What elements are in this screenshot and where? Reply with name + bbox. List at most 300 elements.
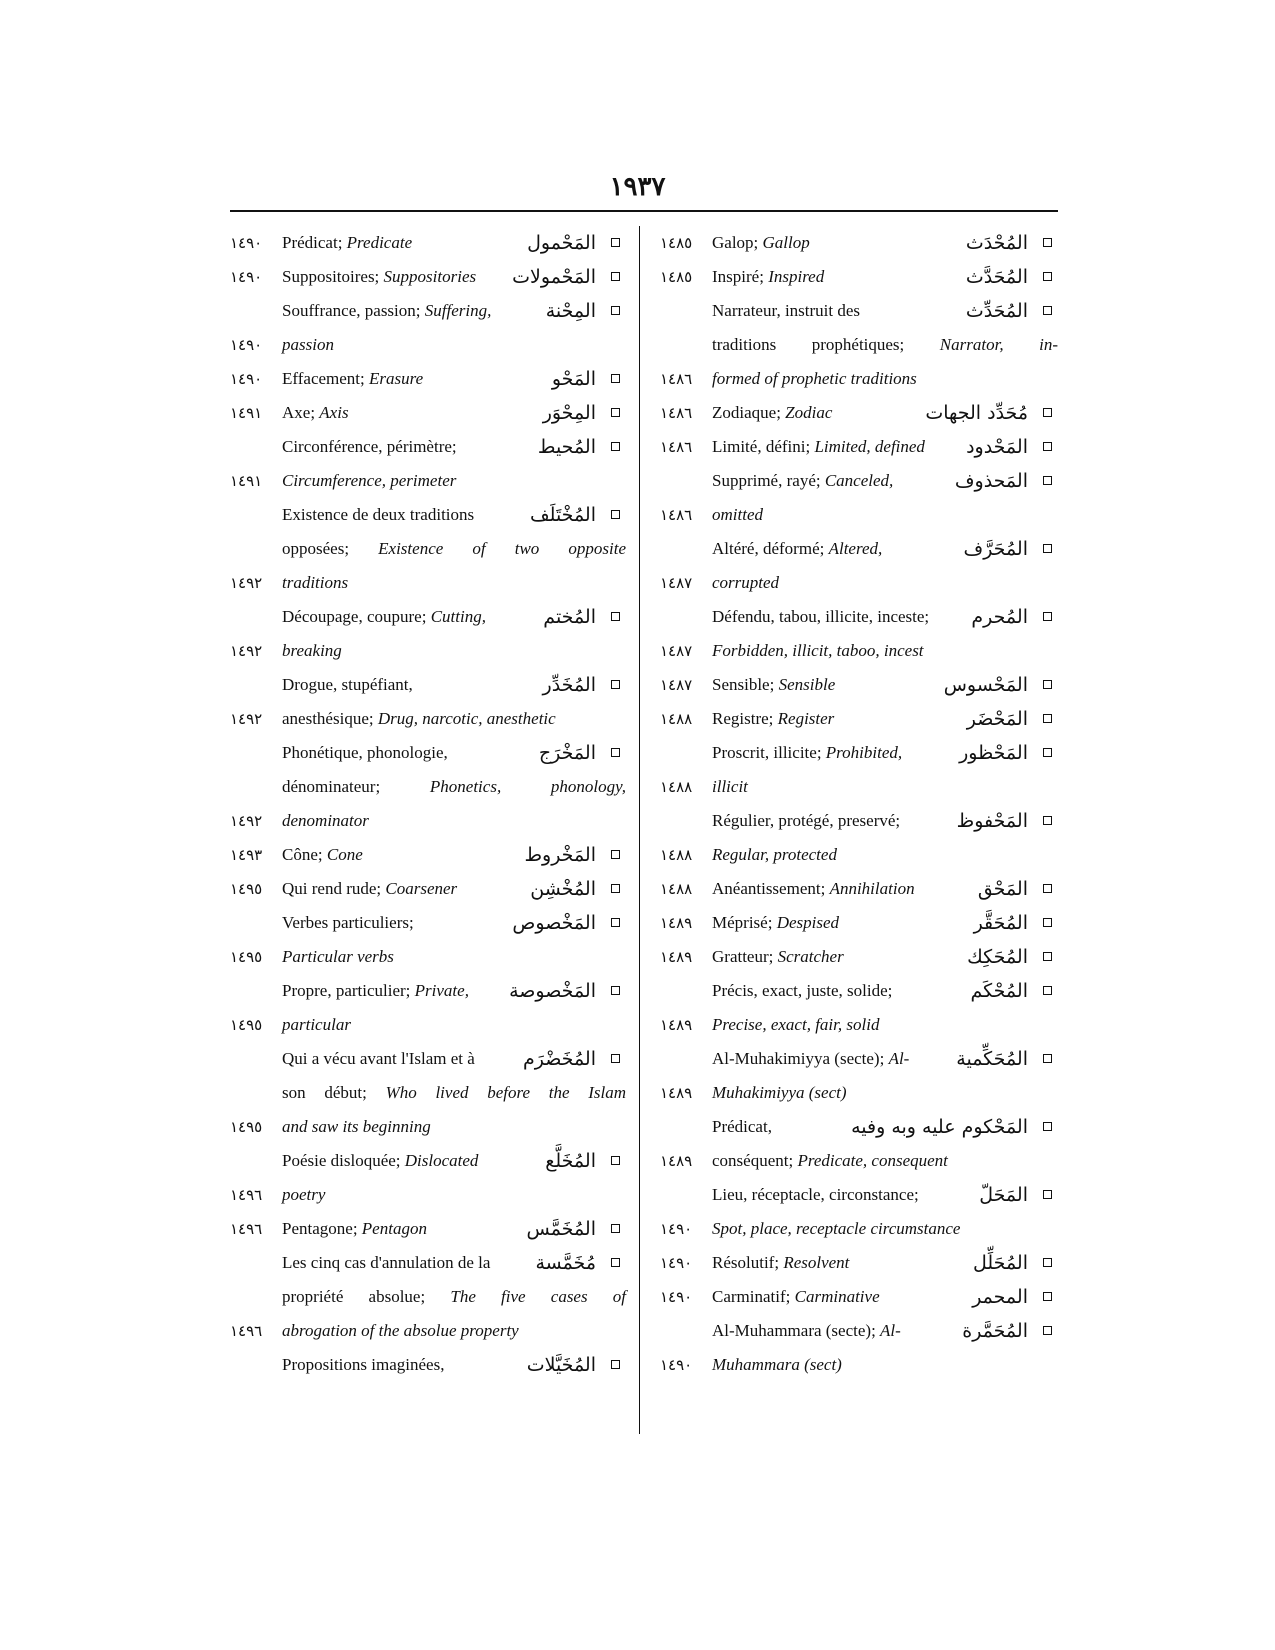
english-definition: Altered, xyxy=(828,539,883,558)
entry-bullet-icon xyxy=(1043,612,1052,621)
page-reference: ١٤٨٦ xyxy=(660,506,693,524)
english-definition: Suffering, xyxy=(424,301,492,320)
dictionary-row xyxy=(660,498,1058,532)
english-definition: corrupted xyxy=(712,573,780,592)
english-definition: Private, xyxy=(414,981,469,1000)
entry-bullet-icon xyxy=(611,442,620,451)
dictionary-row xyxy=(660,1110,1058,1144)
entry-bullet-icon xyxy=(1043,1122,1052,1131)
dictionary-row xyxy=(230,1178,626,1212)
french-definition: Sensible; xyxy=(712,675,779,694)
arabic-headword: المُحْدَث xyxy=(965,232,1028,254)
arabic-headword: المَحْمول xyxy=(527,232,596,254)
english-definition: Register xyxy=(777,709,835,728)
french-definition: Supprimé, rayé; xyxy=(712,471,825,490)
english-definition: Canceled, xyxy=(824,471,894,490)
definition-text xyxy=(712,634,1058,668)
dictionary-row xyxy=(660,464,1058,498)
page-reference: ١٤٨٨ xyxy=(660,880,693,898)
entry-bullet-icon xyxy=(1043,1258,1052,1267)
entry-bullet-icon xyxy=(1043,918,1052,927)
dictionary-row xyxy=(660,362,1058,396)
french-definition: Précis, exact, juste, solide; xyxy=(712,981,893,1000)
definition-text xyxy=(282,1178,626,1212)
page-reference: ١٤٨٦ xyxy=(660,404,693,422)
page-reference: ١٤٩٠ xyxy=(660,1356,693,1374)
dictionary-row xyxy=(230,294,626,328)
entry-bullet-icon xyxy=(611,884,620,893)
english-definition: particular xyxy=(282,1015,351,1034)
definition-text xyxy=(712,1212,1058,1246)
arabic-headword: المَحْدود xyxy=(966,436,1028,458)
french-definition: Galop; xyxy=(712,233,763,252)
page-reference: ١٤٩٦ xyxy=(230,1186,263,1204)
arabic-headword: المُحَرَّف xyxy=(963,538,1028,560)
arabic-headword: مُحَدِّد الجهات xyxy=(925,402,1028,424)
english-definition: Who lived before the Islam xyxy=(385,1083,627,1102)
entry-bullet-icon xyxy=(1043,884,1052,893)
french-definition: Poésie disloquée; xyxy=(282,1151,405,1170)
definition-text xyxy=(282,464,626,498)
definition-text xyxy=(712,566,1058,600)
column-divider xyxy=(639,226,640,1434)
dictionary-row xyxy=(660,600,1058,634)
french-definition: Limité, défini; xyxy=(712,437,815,456)
page-reference: ١٤٨٥ xyxy=(660,234,693,252)
dictionary-row xyxy=(660,1042,1058,1076)
dictionary-row xyxy=(230,668,626,702)
dictionary-row xyxy=(660,396,1058,430)
entry-bullet-icon xyxy=(611,306,620,315)
page-reference: ١٤٨٦ xyxy=(660,370,693,388)
entry-bullet-icon xyxy=(611,1054,620,1063)
dictionary-row xyxy=(230,770,626,804)
page-reference: ١٤٩٥ xyxy=(230,948,263,966)
dictionary-row xyxy=(230,600,626,634)
page-reference: ١٤٩٠ xyxy=(660,1254,693,1272)
page-reference: ١٤٨٧ xyxy=(660,642,693,660)
english-definition: formed of prophetic traditions xyxy=(712,369,917,388)
dictionary-row xyxy=(230,226,626,260)
page-reference: ١٤٩٥ xyxy=(230,1016,263,1034)
dictionary-row xyxy=(230,804,626,838)
entry-bullet-icon xyxy=(1043,1292,1052,1301)
arabic-headword: المُخَدِّر xyxy=(542,674,596,696)
french-definition: Al-Muhammara (secte); xyxy=(712,1321,881,1340)
definition-text xyxy=(712,1348,1058,1382)
dictionary-row xyxy=(230,1348,626,1382)
dictionary-row xyxy=(660,1314,1058,1348)
french-definition: Al-Muhakimiyya (secte); xyxy=(712,1049,889,1068)
entry-bullet-icon xyxy=(1043,1326,1052,1335)
english-definition: Carminative xyxy=(794,1287,880,1306)
english-definition: traditions xyxy=(282,573,349,592)
page-reference: ١٤٨٥ xyxy=(660,268,693,286)
arabic-headword: المِحْنة xyxy=(545,300,596,322)
page-reference: ١٤٩٥ xyxy=(230,1118,263,1136)
dictionary-row xyxy=(660,872,1058,906)
arabic-headword: مُخَمَّسة xyxy=(535,1252,596,1274)
french-definition: dénominateur; xyxy=(282,777,430,796)
page-reference: ١٤٩١ xyxy=(230,472,263,490)
english-definition: Precise, exact, fair, solid xyxy=(712,1015,880,1034)
french-definition: anesthésique; xyxy=(282,709,378,728)
dictionary-row xyxy=(230,1042,626,1076)
dictionary-row xyxy=(230,464,626,498)
arabic-headword: المَحْو xyxy=(551,368,596,390)
french-definition: Inspiré; xyxy=(712,267,769,286)
definition-text xyxy=(282,1076,626,1110)
arabic-headword: المُحَقَّر xyxy=(973,912,1028,934)
entry-bullet-icon xyxy=(1043,952,1052,961)
english-definition: Erasure xyxy=(369,369,424,388)
dictionary-row xyxy=(660,804,1058,838)
english-definition: Cone xyxy=(326,845,363,864)
entry-bullet-icon xyxy=(1043,238,1052,247)
definition-text xyxy=(712,1008,1058,1042)
english-definition: Circumference, perimeter xyxy=(282,471,457,490)
dictionary-row xyxy=(230,736,626,770)
arabic-headword: المُختم xyxy=(543,606,596,628)
page-reference: ١٤٨٧ xyxy=(660,574,693,592)
definition-text xyxy=(282,1314,626,1348)
page-reference: ١٤٨٧ xyxy=(660,676,693,694)
entry-bullet-icon xyxy=(611,612,620,621)
french-definition: Qui a vécu avant l'Islam et à xyxy=(282,1049,475,1068)
french-definition: propriété absolue; xyxy=(282,1287,451,1306)
entry-bullet-icon xyxy=(1043,442,1052,451)
entry-bullet-icon xyxy=(1043,544,1052,553)
dictionary-row xyxy=(660,226,1058,260)
french-definition: Régulier, protégé, preservé; xyxy=(712,811,901,830)
arabic-headword: المُخَلَّع xyxy=(545,1150,596,1172)
english-definition: Suppositories xyxy=(383,267,477,286)
dictionary-row xyxy=(230,396,626,430)
page-reference: ١٤٨٩ xyxy=(660,1152,693,1170)
dictionary-row xyxy=(230,1246,626,1280)
dictionary-row xyxy=(660,702,1058,736)
dictionary-row xyxy=(660,940,1058,974)
dictionary-row xyxy=(660,906,1058,940)
french-definition: Cône; xyxy=(282,845,327,864)
english-definition: and saw its beginning xyxy=(282,1117,431,1136)
arabic-headword: المُخَضْرَم xyxy=(522,1048,596,1070)
arabic-headword: المِحْوَر xyxy=(542,402,596,424)
entry-bullet-icon xyxy=(1043,272,1052,281)
arabic-headword: المُحْكَم xyxy=(970,980,1028,1002)
french-definition: Zodiaque; xyxy=(712,403,786,422)
page-reference: ١٤٨٩ xyxy=(660,1016,693,1034)
english-definition: Regular, protected xyxy=(712,845,837,864)
dictionary-row xyxy=(660,1178,1058,1212)
arabic-headword: المُحيط xyxy=(537,436,596,458)
page-reference: ١٤٩٦ xyxy=(230,1220,263,1238)
definition-text xyxy=(282,566,626,600)
french-definition: Pentagone; xyxy=(282,1219,362,1238)
arabic-headword: المحمر xyxy=(972,1286,1028,1308)
english-definition: Scratcher xyxy=(777,947,844,966)
entry-bullet-icon xyxy=(1043,816,1052,825)
english-definition: Muhakimiyya (sect) xyxy=(712,1083,847,1102)
arabic-headword: المُحَكِّمية xyxy=(956,1048,1028,1070)
french-definition: son début; xyxy=(282,1083,386,1102)
definition-text xyxy=(712,770,1058,804)
english-definition: The five cases of xyxy=(450,1287,626,1306)
french-definition: traditions prophétiques; xyxy=(712,335,940,354)
english-definition: Narrator, in- xyxy=(939,335,1058,354)
english-definition: Muhammara (sect) xyxy=(712,1355,842,1374)
dictionary-row xyxy=(660,294,1058,328)
arabic-headword: المُخَيَّلات xyxy=(526,1354,596,1376)
french-definition: Souffrance, passion; xyxy=(282,301,425,320)
left-column xyxy=(230,226,626,1382)
page-reference: ١٤٩٣ xyxy=(230,846,263,864)
english-definition: Drug, narcotic, anesthetic xyxy=(377,709,556,728)
arabic-headword: المَحْظور xyxy=(959,742,1028,764)
entry-bullet-icon xyxy=(611,1156,620,1165)
definition-text xyxy=(282,1008,626,1042)
definition-text xyxy=(282,770,626,804)
french-definition: Qui rend rude; xyxy=(282,879,386,898)
french-definition: Proscrit, illicite; xyxy=(712,743,826,762)
dictionary-row xyxy=(660,974,1058,1008)
english-definition: Forbidden, illicit, taboo, incest xyxy=(712,641,924,660)
english-definition: Inspired xyxy=(768,267,825,286)
page-reference: ١٤٨٦ xyxy=(660,438,693,456)
english-definition: Prohibited, xyxy=(825,743,903,762)
dictionary-row xyxy=(230,1076,626,1110)
dictionary-row xyxy=(230,702,626,736)
english-definition: Gallop xyxy=(762,233,810,252)
english-definition: Spot, place, receptacle circumstance xyxy=(712,1219,961,1238)
english-definition: Coarsener xyxy=(385,879,458,898)
english-definition: Resolvent xyxy=(783,1253,850,1272)
page-reference: ١٤٩٠ xyxy=(660,1220,693,1238)
french-definition: Narrateur, instruit des xyxy=(712,301,861,320)
dictionary-row xyxy=(230,1314,626,1348)
dictionary-row xyxy=(660,736,1058,770)
french-definition: opposées; xyxy=(282,539,379,558)
page-reference: ١٤٩٠ xyxy=(230,336,263,354)
right-column xyxy=(660,226,1058,1382)
english-definition: breaking xyxy=(282,641,342,660)
definition-text xyxy=(282,702,626,736)
page-reference: ١٤٩٠ xyxy=(660,1288,693,1306)
page-reference: ١٤٩٢ xyxy=(230,574,263,592)
french-definition: Prédicat, xyxy=(712,1117,772,1136)
french-definition: Prédicat; xyxy=(282,233,347,252)
dictionary-row xyxy=(660,1212,1058,1246)
definition-text xyxy=(282,940,626,974)
arabic-headword: المُحَمَّرة xyxy=(962,1320,1028,1342)
dictionary-row xyxy=(230,940,626,974)
arabic-headword: المُخْتَلَف xyxy=(529,504,596,526)
english-definition: Al- xyxy=(888,1049,910,1068)
arabic-headword: المُحَكِك xyxy=(967,946,1028,968)
english-definition: illicit xyxy=(712,777,748,796)
definition-text xyxy=(282,804,626,838)
arabic-headword: المَخْصوص xyxy=(512,912,596,934)
dictionary-row xyxy=(660,430,1058,464)
dictionary-row xyxy=(660,1144,1058,1178)
page-reference: ١٤٨٨ xyxy=(660,846,693,864)
dictionary-row xyxy=(660,260,1058,294)
french-definition: Découpage, coupure; xyxy=(282,607,431,626)
dictionary-row xyxy=(660,668,1058,702)
definition-text xyxy=(712,362,1058,396)
arabic-headword: المَحْكوم عليه وبه وفيه xyxy=(851,1116,1028,1138)
dictionary-row xyxy=(230,1280,626,1314)
dictionary-row xyxy=(230,566,626,600)
french-definition: Gratteur; xyxy=(712,947,778,966)
entry-bullet-icon xyxy=(1043,476,1052,485)
dictionary-row xyxy=(660,1246,1058,1280)
page-reference: ١٤٨٩ xyxy=(660,1084,693,1102)
french-definition: Axe; xyxy=(282,403,320,422)
dictionary-row xyxy=(230,362,626,396)
entry-bullet-icon xyxy=(1043,1054,1052,1063)
entry-bullet-icon xyxy=(1043,306,1052,315)
entry-bullet-icon xyxy=(611,1224,620,1233)
entry-bullet-icon xyxy=(611,272,620,281)
arabic-headword: المُحرم xyxy=(971,606,1028,628)
arabic-headword: المَحْق xyxy=(977,878,1028,900)
french-definition: Défendu, tabou, illicite, inceste; xyxy=(712,607,930,626)
dictionary-row xyxy=(660,532,1058,566)
french-definition: Effacement; xyxy=(282,369,370,388)
arabic-headword: المَحْفوظ xyxy=(956,810,1028,832)
dictionary-row xyxy=(660,770,1058,804)
arabic-headword: المُحَدَّث xyxy=(965,266,1028,288)
entry-bullet-icon xyxy=(611,510,620,519)
english-definition: Phonetics, phonology, xyxy=(429,777,626,796)
page-reference: ١٤٩٥ xyxy=(230,880,263,898)
dictionary-row xyxy=(230,1110,626,1144)
definition-text xyxy=(712,838,1058,872)
dictionary-row xyxy=(230,1144,626,1178)
french-definition: Drogue, stupéfiant, xyxy=(282,675,413,694)
definition-text xyxy=(712,498,1058,532)
english-definition: Particular verbs xyxy=(282,947,394,966)
arabic-headword: المُحَدِّث xyxy=(965,300,1028,322)
dictionary-row xyxy=(230,872,626,906)
dictionary-row xyxy=(230,498,626,532)
english-definition: omitted xyxy=(712,505,763,524)
french-definition: Carminatif; xyxy=(712,1287,795,1306)
entry-bullet-icon xyxy=(611,986,620,995)
page-reference: ١٤٩٠ xyxy=(230,268,263,286)
english-definition: Limited, defined xyxy=(814,437,925,456)
english-definition: Existence of two opposite xyxy=(378,539,626,558)
dictionary-row xyxy=(230,974,626,1008)
dictionary-row xyxy=(660,1348,1058,1382)
arabic-headword: المَحذوف xyxy=(954,470,1028,492)
page-reference: ١٤٩١ xyxy=(230,404,263,422)
english-definition: passion xyxy=(282,335,334,354)
french-definition: Verbes particuliers; xyxy=(282,913,414,932)
dictionary-row xyxy=(230,1008,626,1042)
page-reference: ١٤٩٢ xyxy=(230,710,263,728)
entry-bullet-icon xyxy=(611,850,620,859)
french-definition: Méprisé; xyxy=(712,913,777,932)
french-definition: Lieu, réceptacle, circonstance; xyxy=(712,1185,919,1204)
definition-text xyxy=(712,1076,1058,1110)
english-definition: poetry xyxy=(282,1185,326,1204)
definition-text xyxy=(282,1280,626,1314)
definition-text xyxy=(282,634,626,668)
dictionary-row xyxy=(230,532,626,566)
french-definition: conséquent; xyxy=(712,1151,798,1170)
entry-bullet-icon xyxy=(611,1258,620,1267)
entry-bullet-icon xyxy=(1043,408,1052,417)
entry-bullet-icon xyxy=(611,918,620,927)
french-definition: Phonétique, phonologie, xyxy=(282,743,448,762)
entry-bullet-icon xyxy=(611,748,620,757)
entry-bullet-icon xyxy=(1043,986,1052,995)
entry-bullet-icon xyxy=(1043,680,1052,689)
dictionary-row xyxy=(230,328,626,362)
english-definition: abrogation of the absolue property xyxy=(282,1321,519,1340)
english-definition: Al- xyxy=(880,1321,901,1340)
dictionary-row xyxy=(230,906,626,940)
french-definition: Suppositoires; xyxy=(282,267,384,286)
english-definition: Despised xyxy=(776,913,840,932)
dictionary-row xyxy=(660,328,1058,362)
dictionary-row xyxy=(660,1008,1058,1042)
arabic-headword: المَخْصوصة xyxy=(509,980,596,1002)
dictionary-row xyxy=(660,1280,1058,1314)
dictionary-row xyxy=(660,566,1058,600)
french-definition: Propre, particulier; xyxy=(282,981,415,1000)
page-reference: ١٤٨٩ xyxy=(660,914,693,932)
entry-bullet-icon xyxy=(611,408,620,417)
dictionary-row xyxy=(660,1076,1058,1110)
arabic-headword: المُخَمَّس xyxy=(526,1218,596,1240)
entry-bullet-icon xyxy=(1043,1190,1052,1199)
french-definition: Circonférence, périmètre; xyxy=(282,437,457,456)
entry-bullet-icon xyxy=(611,374,620,383)
definition-text xyxy=(712,328,1058,362)
arabic-headword: المَخْروط xyxy=(524,844,596,866)
page-reference: ١٤٩٠ xyxy=(230,234,263,252)
french-definition: Registre; xyxy=(712,709,778,728)
english-definition: Annihilation xyxy=(829,879,915,898)
english-definition: Cutting, xyxy=(430,607,486,626)
french-definition: Anéantissement; xyxy=(712,879,830,898)
definition-text xyxy=(282,328,626,362)
arabic-headword: المُخْشِن xyxy=(530,878,596,900)
arabic-headword: المَحْسوس xyxy=(943,674,1028,696)
french-definition: Les cinq cas d'annulation de la xyxy=(282,1253,491,1272)
arabic-headword: المَحْضَر xyxy=(966,708,1028,730)
english-definition: Dislocated xyxy=(404,1151,479,1170)
page-reference: ١٤٩٠ xyxy=(230,370,263,388)
page-reference: ١٤٩٢ xyxy=(230,642,263,660)
definition-text xyxy=(282,532,626,566)
english-definition: Zodiac xyxy=(785,403,833,422)
entry-bullet-icon xyxy=(611,680,620,689)
dictionary-row xyxy=(230,634,626,668)
page-reference: ١٤٩٢ xyxy=(230,812,263,830)
english-definition: Predicate xyxy=(346,233,413,252)
page-reference: ١٤٨٩ xyxy=(660,948,693,966)
dictionary-row xyxy=(660,838,1058,872)
page-reference: ١٤٨٨ xyxy=(660,710,693,728)
header-rule xyxy=(230,210,1058,212)
french-definition: Existence de deux traditions xyxy=(282,505,475,524)
english-definition: Predicate, consequent xyxy=(797,1151,948,1170)
french-definition: Résolutif; xyxy=(712,1253,784,1272)
